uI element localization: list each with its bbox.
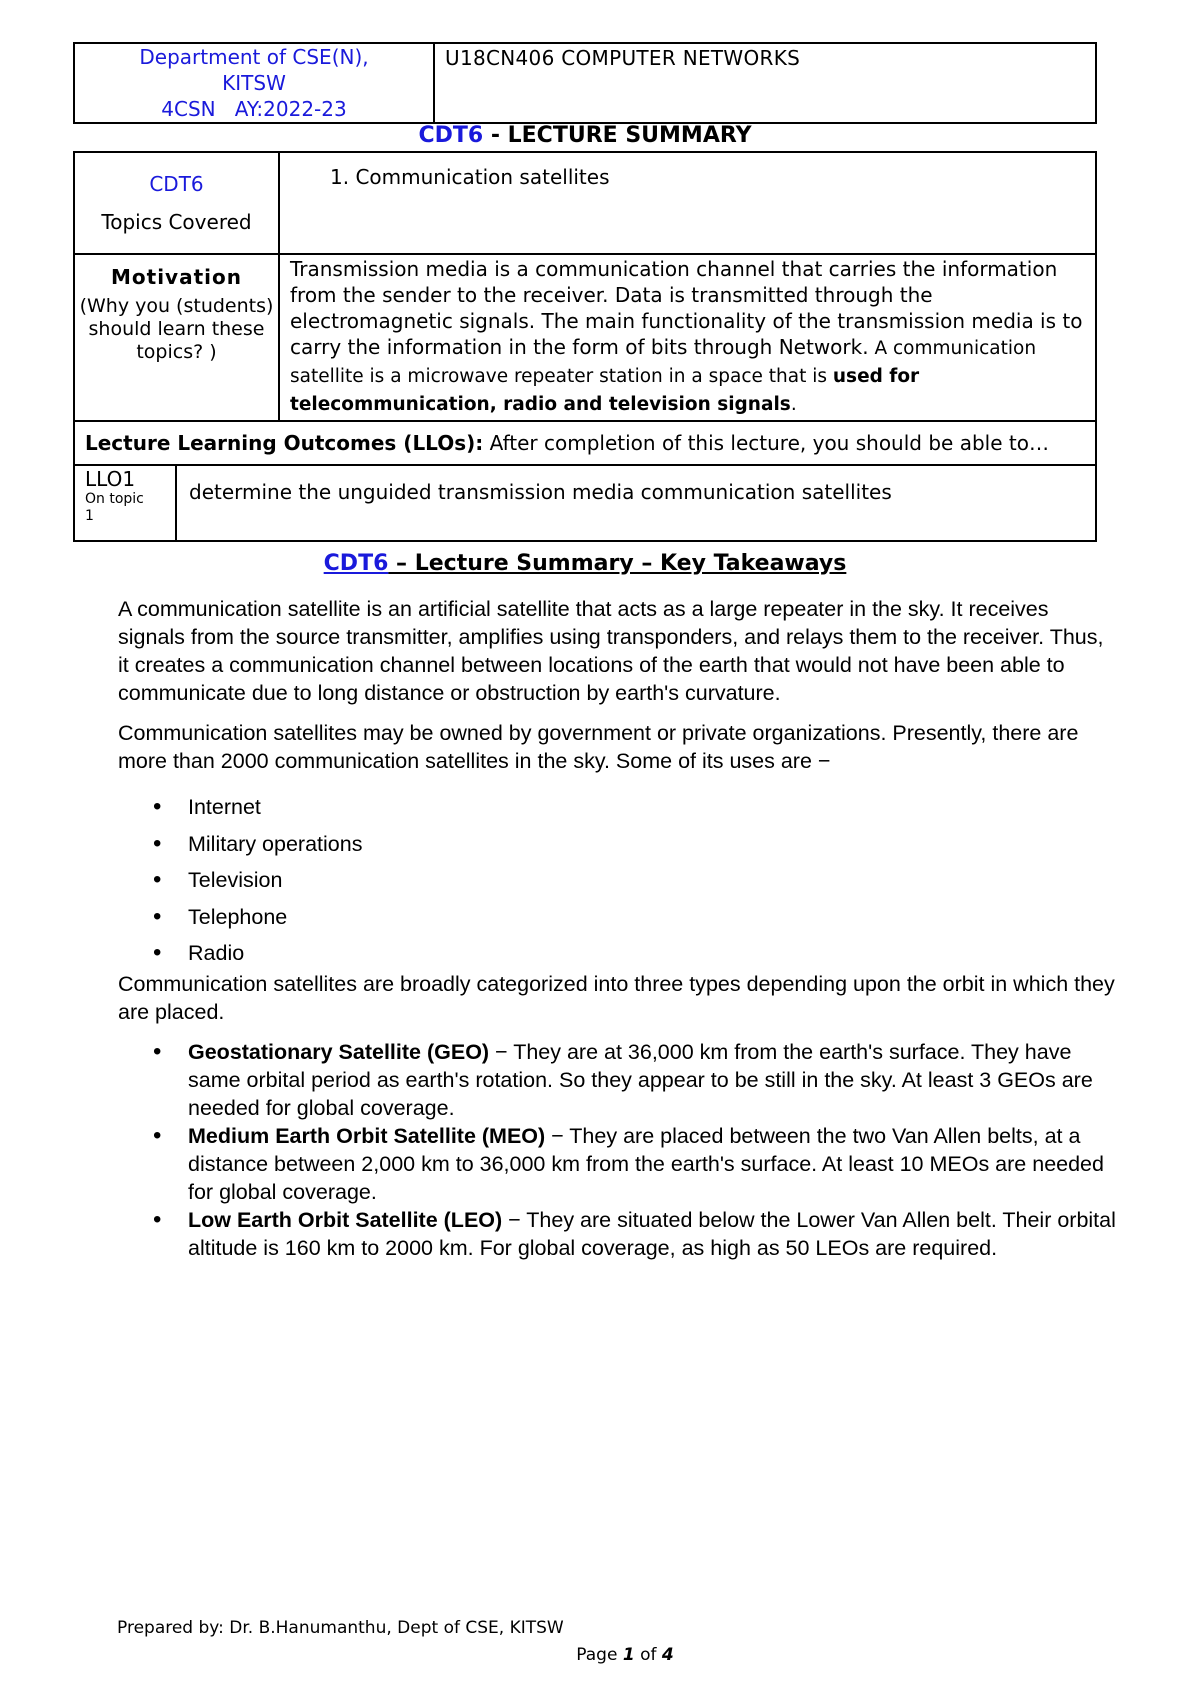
title-code: CDT6 — [418, 123, 484, 148]
type-desc: − They are situated below the Lower Van Allen belt. Their orbital altitude is 160 km to 2000 km. For global coverage, as high as 50 LEOs are required. — [188, 1207, 1116, 1260]
llo-text: determine the unguided transmission media communication satellites — [189, 480, 892, 504]
list-item — [118, 1122, 1118, 1206]
motivation-small: A communication satellite is a microwave repeater station in a space that is — [290, 338, 1037, 387]
type-desc: − They are placed between the two Van Allen belts, at a distance between 2,000 km to 36,000 km from the earth's surface. At least 10 MEOs are needed for global coverage. — [188, 1123, 1104, 1204]
list-item — [118, 1206, 1118, 1262]
dept-line3 — [75, 96, 433, 122]
class-code: 4CSN — [161, 97, 216, 121]
llo-heading-rest: After completion of this lecture, you should be able to… — [483, 431, 1049, 455]
motivation-text — [279, 254, 1096, 421]
page-word: Page — [576, 1645, 623, 1665]
llo-id: LLO1 — [85, 467, 136, 491]
type-name: Medium Earth Orbit Satellite (MEO) — [188, 1123, 546, 1148]
motivation-heading: Motivation — [111, 265, 242, 289]
type-desc: − They are at 36,000 km from the earth's surface. They have same orbital period as earth's rotation. So they appear to be still in the sky. At least 3 GEOs are needed for global coverage. — [188, 1039, 1093, 1120]
page-number — [0, 1645, 1200, 1665]
dept-line1: Department of CSE(N), — [139, 45, 369, 69]
motivation-row — [74, 254, 1096, 421]
types-list — [118, 1038, 1118, 1262]
llo-heading-bold: Lecture Learning Outcomes (LLOs): — [85, 431, 484, 455]
llo-heading-row — [74, 421, 1096, 465]
summary-code: CDT6 — [323, 551, 389, 576]
list-item: • Television — [118, 866, 1118, 903]
llo-id-cell — [75, 466, 176, 540]
dept-line2: KITSW — [222, 71, 286, 95]
summary-title-text: – Lecture Summary – Key Takeaways — [388, 551, 847, 576]
llo-inner-table — [75, 466, 1095, 540]
page-total: 4 — [661, 1645, 674, 1665]
type-name: Geostationary Satellite (GEO) — [188, 1039, 490, 1064]
department-cell — [74, 43, 434, 123]
topics-item: 1. Communication satellites — [279, 152, 1096, 254]
title-text: - LECTURE SUMMARY — [483, 123, 752, 148]
uses-list — [118, 793, 1118, 976]
prepared-by: Prepared by: Dr. B.Hanumanthu, Dept of CSE, KITSW — [117, 1618, 564, 1638]
list-item: • Military operations — [118, 830, 1118, 867]
motivation-label-cell — [74, 254, 279, 421]
topics-code: CDT6 — [149, 172, 204, 196]
page-title — [73, 123, 1097, 148]
header-table — [73, 42, 1097, 124]
topics-label: Topics Covered — [101, 210, 252, 234]
course-title: U18CN406 COMPUTER NETWORKS — [434, 43, 1096, 123]
motivation-bold: used for telecommunication, radio and television signals — [290, 366, 920, 415]
page-of: of — [634, 1645, 662, 1665]
llo-topic-line2: 1 — [85, 508, 94, 524]
topics-label-cell — [74, 152, 279, 254]
summary-title — [73, 551, 1097, 576]
summary-paragraph-3: Communication satellites are broadly categorized into three types depending upon the orbit in which they are placed. — [118, 971, 1115, 1024]
llo-row — [74, 465, 1096, 541]
lecture-table — [73, 151, 1097, 542]
page-current: 1 — [622, 1645, 635, 1665]
type-name: Low Earth Orbit Satellite (LEO) — [188, 1207, 503, 1232]
list-item: • Telephone — [118, 903, 1118, 940]
motivation-sub: (Why you (students) should learn these topics? ) — [79, 295, 274, 363]
academic-year: AY:2022-23 — [234, 97, 347, 121]
list-item: • Internet — [118, 793, 1118, 830]
summary-paragraph-2: Communication satellites may be owned by government or private organizations. Presently, there are more than 2000 communication satellites in the sky. Some of its uses are − — [118, 721, 1079, 773]
list-item: • Radio — [118, 939, 1118, 976]
motivation-main: Transmission media is a communication channel that carries the information from the sender to the receiver. Data is transmitted through the electromagnetic signals. The main functionality of the transmission media is to carry the information in the form of bits through Network. — [290, 257, 1083, 359]
llo-topic-line1: On topic — [85, 491, 144, 507]
list-item — [118, 1038, 1118, 1122]
llo-heading — [74, 421, 1096, 465]
summary-paragraph-1: A communication satellite is an artificial satellite that acts as a large repeater in the sky. It receives signals from the source transmitter, amplifies using transponders, and relays them to the receiver. Thus, it creates a communication channel between locations of the earth that would not have been able to communicate due to long distance or obstruction by earth's curvature. — [118, 597, 1104, 705]
motivation-end: . — [790, 394, 797, 415]
topics-row — [74, 152, 1096, 254]
summary-body — [118, 595, 1118, 1262]
